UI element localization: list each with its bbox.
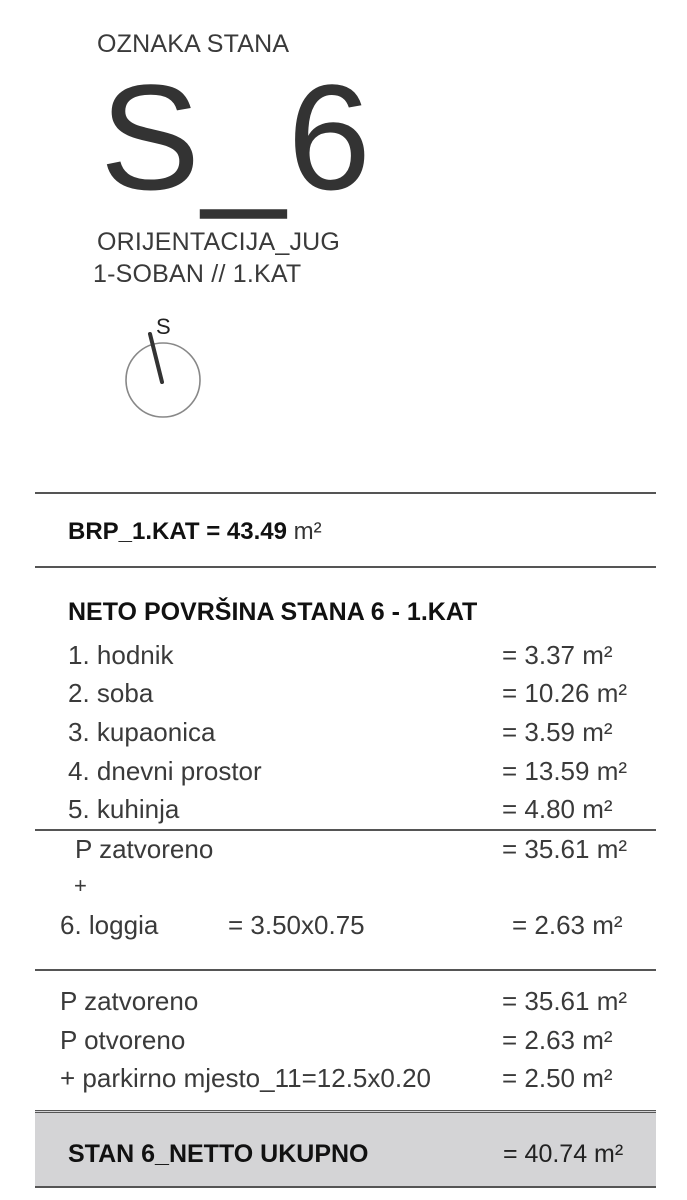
room-value: = 3.37 m²	[502, 640, 613, 670]
total-value: = 40.74 m²	[503, 1140, 624, 1168]
brp-unit: m²	[293, 518, 322, 545]
room-value: = 4.80 m²	[502, 794, 613, 824]
loggia-formula: = 3.50x0.75	[228, 910, 365, 940]
summary-value: = 2.63 m²	[502, 1025, 613, 1055]
oznaka-stana-label: OZNAKA STANA	[97, 30, 290, 58]
orientation-label: ORIJENTACIJA_JUG	[97, 228, 341, 256]
room-name: 3. kupaonica	[68, 717, 216, 747]
total-box	[35, 1110, 656, 1188]
compass-letter: S	[156, 314, 171, 339]
room-value: = 10.26 m²	[502, 678, 628, 708]
loggia-label: 6. loggia	[60, 910, 159, 940]
room-name: 1. hodnik	[68, 640, 174, 670]
room-name: 4. dnevni prostor	[68, 756, 262, 786]
room-value: = 3.59 m²	[502, 717, 613, 747]
room-name: 2. soba	[68, 678, 154, 708]
summary-name: P otvoreno	[60, 1025, 186, 1055]
closed-value: = 35.61 m²	[502, 834, 628, 864]
summary-value: = 2.50 m²	[502, 1063, 613, 1093]
closed-label: P zatvoreno	[75, 834, 214, 864]
room-name: 5. kuhinja	[68, 794, 180, 824]
summary-value: = 35.61 m²	[502, 986, 628, 1016]
plus-sign: +	[74, 873, 87, 898]
total-label: STAN 6_NETTO UKUPNO	[68, 1140, 369, 1168]
divider	[35, 566, 656, 568]
apartment-code: S_6	[100, 53, 373, 221]
summary-name: P zatvoreno	[60, 986, 199, 1016]
divider	[35, 969, 656, 971]
neto-title: NETO POVRŠINA STANA 6 - 1.KAT	[68, 598, 478, 626]
summary-name: + parkirno mjesto_11=12.5x0.20	[60, 1063, 431, 1093]
compass-icon	[120, 312, 220, 427]
divider	[35, 829, 656, 831]
type-floor-label: 1-SOBAN // 1.KAT	[93, 260, 302, 288]
room-value: = 13.59 m²	[502, 756, 628, 786]
brp-row	[68, 518, 322, 546]
loggia-value: = 2.63 m²	[512, 910, 623, 940]
divider	[35, 492, 656, 494]
brp-label: BRP_1.KAT = 43.49	[68, 518, 287, 545]
